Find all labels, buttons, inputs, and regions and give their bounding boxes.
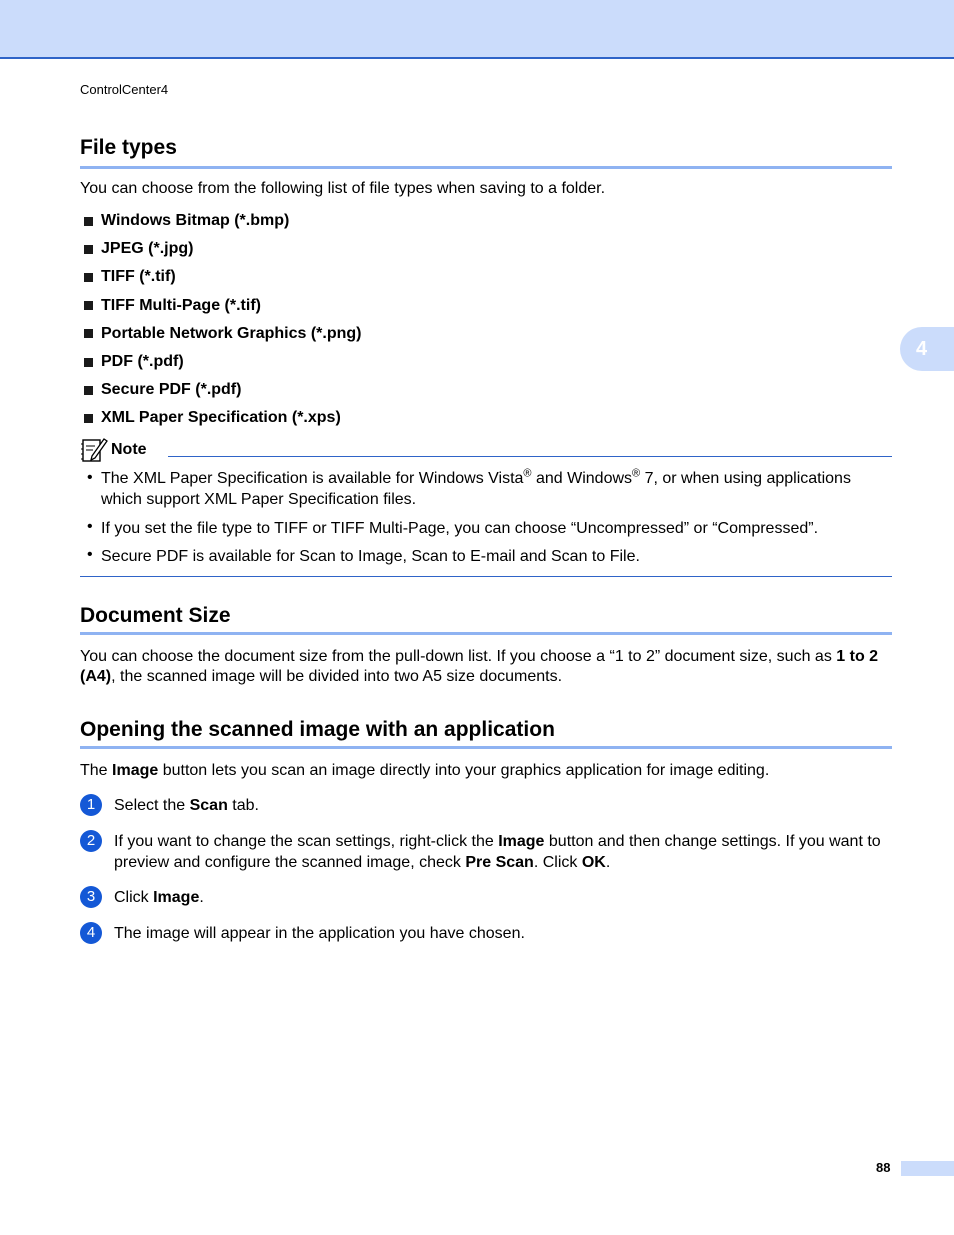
- note-top-rule: [168, 456, 892, 457]
- square-bullet-icon: [84, 386, 93, 395]
- square-bullet-icon: [84, 217, 93, 226]
- list-item: XML Paper Specification (*.xps): [84, 404, 361, 432]
- square-bullet-icon: [84, 273, 93, 282]
- step-4: The image will appear in the application you have chosen.: [114, 925, 525, 942]
- note-pencil-icon: [80, 436, 108, 464]
- footer-bar: [901, 1161, 954, 1176]
- square-bullet-icon: [84, 414, 93, 423]
- header-band: [0, 0, 954, 59]
- list-item: PDF (*.pdf): [84, 348, 361, 376]
- heading-rule: [80, 632, 892, 635]
- list-item: TIFF (*.tif): [84, 263, 361, 291]
- note-bullet: •: [87, 469, 93, 486]
- document-size-heading: Document Size: [80, 604, 231, 627]
- running-title: ControlCenter4: [80, 82, 169, 97]
- square-bullet-icon: [84, 245, 93, 254]
- step-number-badge: 4: [80, 922, 102, 944]
- step-number-badge: 3: [80, 886, 102, 908]
- note-item-xps: The XML Paper Specification is available for Windows Vista® and Windows® 7, or when using applications which support XML Paper Specification files.: [101, 467, 851, 508]
- note-header: [80, 436, 147, 464]
- note-bullet: •: [87, 546, 93, 563]
- document-size-text: You can choose the document size from the pull-down list. If you choose a “1 to 2” document size, such as 1 to 2 (A4), the scanned image will be divided into two A5 size documents.: [80, 648, 879, 685]
- step-number-badge: 1: [80, 794, 102, 816]
- opening-heading: Opening the scanned image with an application: [80, 718, 555, 741]
- step-3: Click Image.: [114, 889, 204, 906]
- list-item: Windows Bitmap (*.bmp): [84, 207, 361, 235]
- square-bullet-icon: [84, 358, 93, 367]
- heading-rule: [80, 746, 892, 749]
- file-type-list: [84, 207, 361, 433]
- note-bullet: •: [87, 518, 93, 535]
- list-item: JPEG (*.jpg): [84, 235, 361, 263]
- square-bullet-icon: [84, 301, 93, 310]
- list-item: Secure PDF (*.pdf): [84, 376, 361, 404]
- chapter-tab: 4: [900, 327, 954, 371]
- opening-intro: The Image button lets you scan an image directly into your graphics application for image editing.: [80, 762, 770, 779]
- step-2: If you want to change the scan settings, right-click the Image button and then change settings. If you want to preview and configure the scanned image, check Pre Scan. Click OK.: [114, 833, 881, 871]
- list-item: Portable Network Graphics (*.png): [84, 320, 361, 348]
- page-number: 88: [876, 1160, 891, 1175]
- note-bottom-rule: [80, 576, 892, 577]
- note-item-secure-pdf: Secure PDF is available for Scan to Image, Scan to E-mail and Scan to File.: [101, 548, 640, 565]
- step-1: Select the Scan tab.: [114, 797, 259, 814]
- file-types-heading: File types: [80, 136, 177, 159]
- note-label: Note: [111, 441, 147, 458]
- file-types-intro: You can choose from the following list of file types when saving to a folder.: [80, 180, 606, 197]
- square-bullet-icon: [84, 329, 93, 338]
- step-number-badge: 2: [80, 830, 102, 852]
- list-item: TIFF Multi-Page (*.tif): [84, 292, 361, 320]
- heading-rule: [80, 166, 892, 169]
- note-item-tiff: If you set the file type to TIFF or TIFF Multi-Page, you can choose “Uncompressed” or “Compressed”.: [101, 520, 819, 537]
